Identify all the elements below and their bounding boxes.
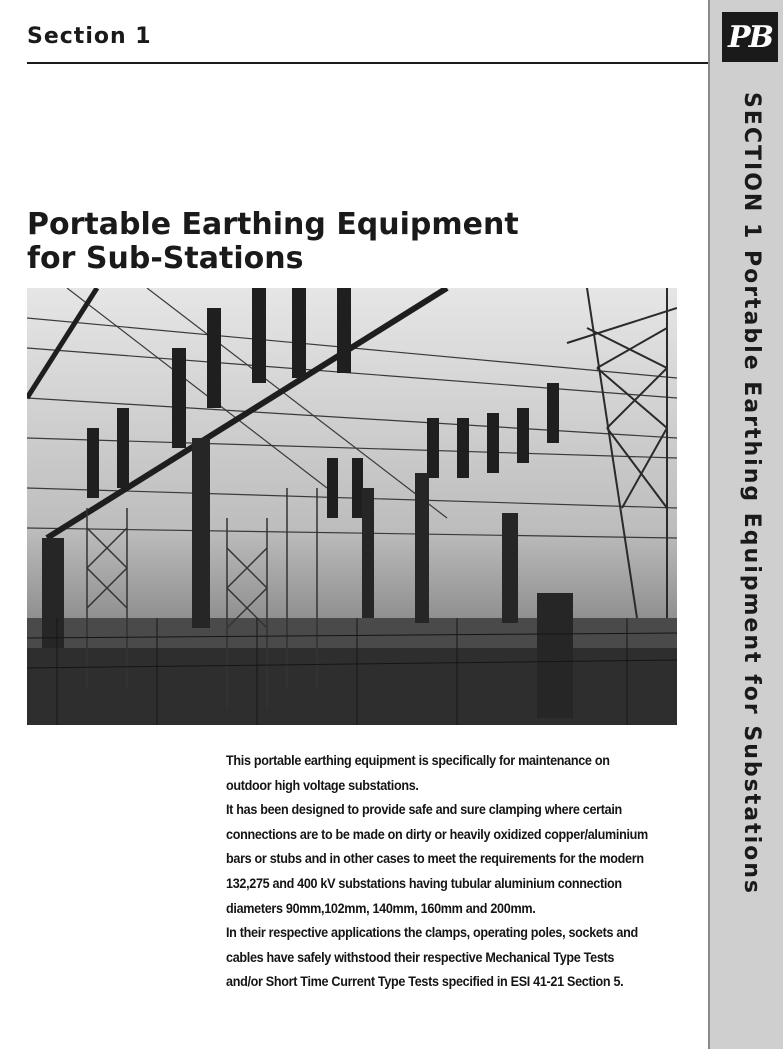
description-paragraph-2: It has been designed to provide safe and sure clamping where certain connections are to be made on dirty or heavily oxidized copper/aluminium bars or stubs and in other cases to meet the requirements for the modern 132,275 and 400 kV substations having tubular aluminium connection diameters 90mm,102mm, 140mm, 160mm and 200mm. — [226, 801, 648, 916]
description-text — [226, 748, 649, 994]
description-paragraph-1: This portable earthing equipment is specifically for maintenance on outdoor high voltage substations. — [226, 752, 610, 793]
page-title — [27, 208, 519, 276]
logo-text: PB — [728, 19, 772, 55]
brand-logo — [722, 12, 778, 62]
description-paragraph-3: In their respective applications the clamps, operating poles, sockets and cables have safely withstood their respective Mechanical Type Tests and/or Short Time Current Type Tests specified in ESI 41-21 Section 5. — [226, 924, 638, 990]
page-title-line-1: Portable Earthing Equipment — [27, 207, 519, 242]
header-divider — [27, 62, 709, 64]
substation-photo — [27, 288, 677, 725]
side-section-title: SECTION 1 Portable Earthing Equipment for Substations — [739, 92, 764, 896]
substation-illustration — [27, 288, 677, 725]
page-title-line-2: for Sub-Stations — [27, 241, 304, 276]
section-label: Section 1 — [27, 24, 152, 49]
